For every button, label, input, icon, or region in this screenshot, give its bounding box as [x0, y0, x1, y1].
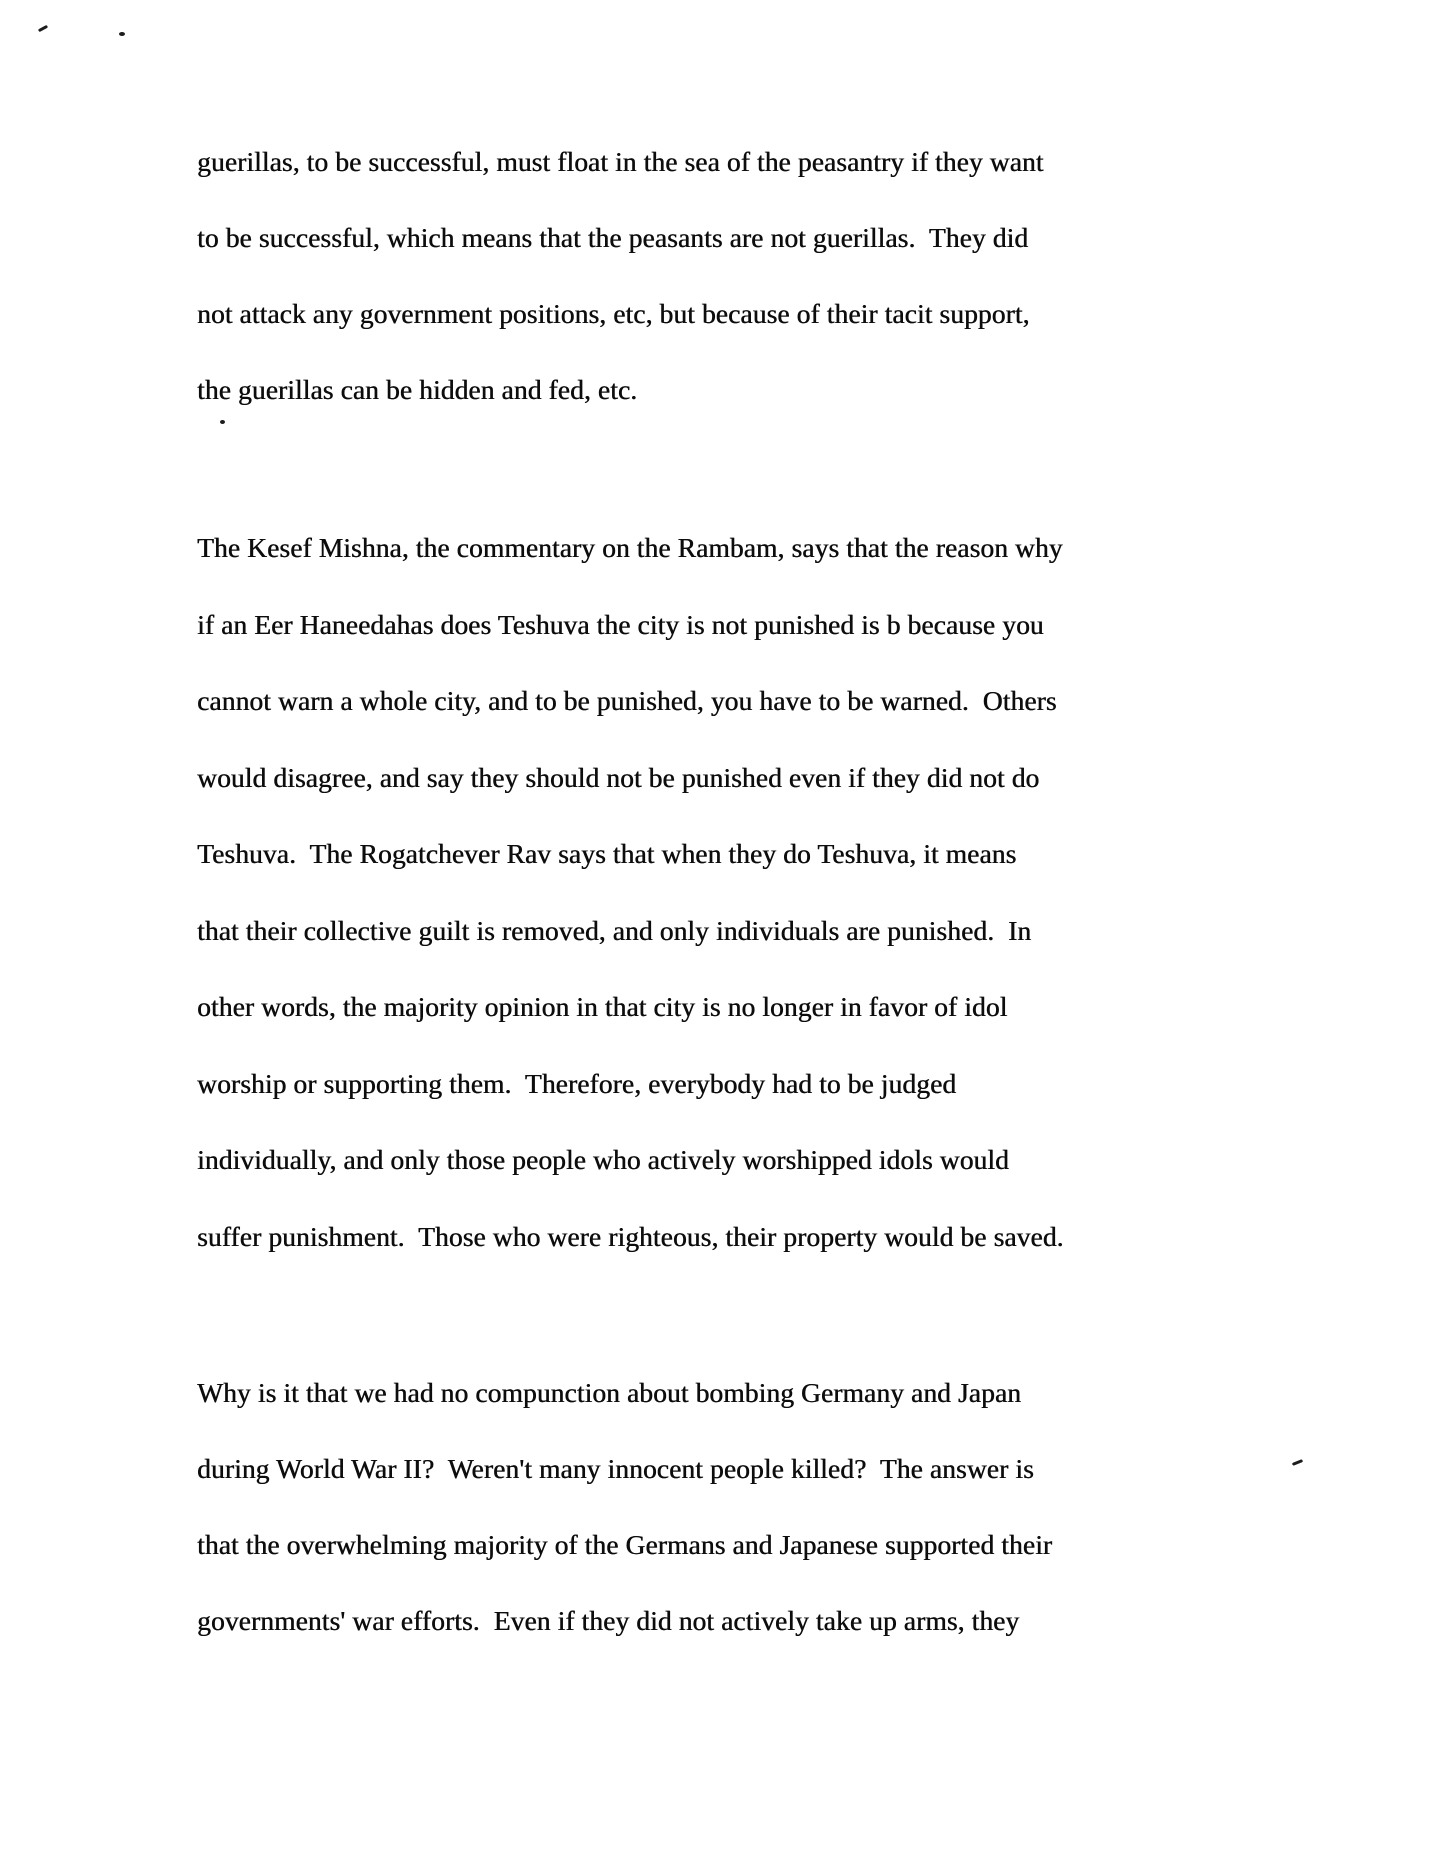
text-line: cannot warn a whole city, and to be punished, you have to be warned. Others [197, 685, 1057, 716]
text-line: Teshuva. The Rogatchever Rav says that when they do Teshuva, it means [197, 838, 1017, 869]
text-line: worship or supporting them. Therefore, everybody had to be judged [197, 1067, 957, 1099]
paragraph-guerillas [197, 124, 1257, 428]
text-line: The Kesef Mishna, the commentary on the Rambam, says that the reason why [197, 532, 1063, 563]
paragraph-bombing-ww2 [197, 1355, 1257, 1659]
scan-speck-icon [1292, 1459, 1303, 1466]
text-line: Why is it that we had no compunction about bombing Germany and Japan [197, 1377, 1021, 1408]
text-line: suffer punishment. Those who were righteous, their property would be saved. [197, 1220, 1064, 1252]
text-line: during World War II? Weren't many innocent people killed? The answer is [197, 1453, 1034, 1484]
text-line: would disagree, and say they should not be punished even if they did not do [197, 761, 1040, 793]
text-line: that their collective guilt is removed, and only individuals are punished. In [197, 914, 1032, 946]
scan-speck-icon [38, 25, 48, 32]
text-line: that the overwhelming majority of the Germans and Japanese supported their [197, 1529, 1053, 1560]
text-line: governments' war efforts. Even if they did not actively take up arms, they [197, 1605, 1020, 1636]
text-line: if an Eer Haneedahas does Teshuva the city is not punished is b because you [197, 608, 1044, 640]
text-line: guerillas, to be successful, must float in the sea of the peasantry if they want [197, 146, 1044, 177]
text-line: other words, the majority opinion in that city is no longer in favor of idol [197, 991, 1008, 1022]
scan-speck-icon [119, 32, 125, 36]
text-line: not attack any government positions, etc, but because of their tacit support, [197, 298, 1030, 329]
text-line: the guerillas can be hidden and fed, etc. [197, 374, 638, 405]
paragraph-kesef-mishna [197, 510, 1257, 1275]
text-line: individually, and only those people who actively worshipped idols would [197, 1144, 1009, 1175]
text-line: to be successful, which means that the peasants are not guerillas. They did [197, 222, 1029, 253]
